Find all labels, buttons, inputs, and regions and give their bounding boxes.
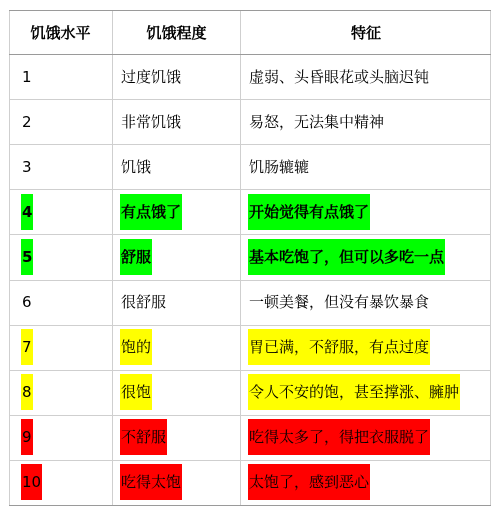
cell-text: 太饱了，感到恶心 [248,464,370,500]
cell-text: 10 [21,464,42,500]
hunger-scale-table [9,10,491,505]
cell-feature [248,54,430,99]
cell-feature [248,144,310,189]
cell-level [21,370,33,415]
cell-degree [120,144,152,189]
cell-text: 很饱 [120,374,152,410]
header-degree: 饥饿程度 [146,23,207,42]
cell-text: 过度饥饿 [121,67,182,86]
cell-degree [120,234,152,279]
column-divider [112,10,113,505]
cell-text: 9 [21,419,33,455]
cell-degree [120,54,182,99]
column-divider [9,10,10,505]
cell-feature [248,325,430,370]
cell-text: 8 [21,374,33,410]
cell-text: 虚弱、头昏眼花或头脑迟钝 [249,67,430,86]
cell-text: 很舒服 [121,293,167,312]
cell-text: 一顿美餐，但没有暴饮暴食 [249,293,430,312]
cell-text: 基本吃饱了，但可以多吃一点 [248,239,445,275]
cell-level [21,280,33,325]
cell-text: 饥饿 [121,157,152,176]
cell-feature [248,280,430,325]
cell-text: 吃得太饱 [120,464,182,500]
cell-degree [120,370,152,415]
cell-text: 开始觉得有点饿了 [248,194,370,230]
cell-text: 易怒，无法集中精神 [249,112,385,131]
cell-level [21,234,33,279]
cell-feature [248,234,445,279]
cell-text: 胃已满，不舒服，有点过度 [248,329,430,365]
cell-text: 2 [22,112,32,131]
cell-text: 非常饥饿 [121,112,182,131]
cell-degree [120,99,182,144]
cell-level [21,415,33,460]
cell-feature [248,370,460,415]
cell-level [21,144,33,189]
cell-degree [120,460,182,505]
cell-text: 饱的 [120,329,152,365]
cell-text: 6 [22,293,32,312]
row-divider [9,505,491,506]
cell-feature [248,415,430,460]
cell-degree [120,189,182,234]
cell-text: 令人不安的饱，甚至撑涨、臃肿 [248,374,460,410]
cell-level [21,54,33,99]
cell-text: 吃得太多了，得把衣服脱了 [248,419,430,455]
cell-feature [248,460,370,505]
cell-degree [120,280,167,325]
cell-text: 7 [21,329,33,365]
header-feature: 特征 [350,23,381,42]
cell-text: 5 [21,239,33,275]
cell-text: 不舒服 [120,419,167,455]
cell-degree [120,325,152,370]
cell-text: 4 [21,194,33,230]
cell-text: 饥肠辘辘 [249,157,310,176]
cell-level [21,325,33,370]
cell-feature [248,189,370,234]
cell-feature [248,99,385,144]
cell-level [21,189,33,234]
cell-text: 1 [22,67,32,86]
cell-level [21,460,42,505]
column-divider [490,10,491,505]
header-level: 饥饿水平 [30,23,91,42]
column-divider [240,10,241,505]
cell-level [21,99,33,144]
cell-text: 3 [22,157,32,176]
row-divider [9,10,491,11]
cell-text: 有点饿了 [120,194,182,230]
cell-text: 舒服 [120,239,152,275]
cell-degree [120,415,167,460]
